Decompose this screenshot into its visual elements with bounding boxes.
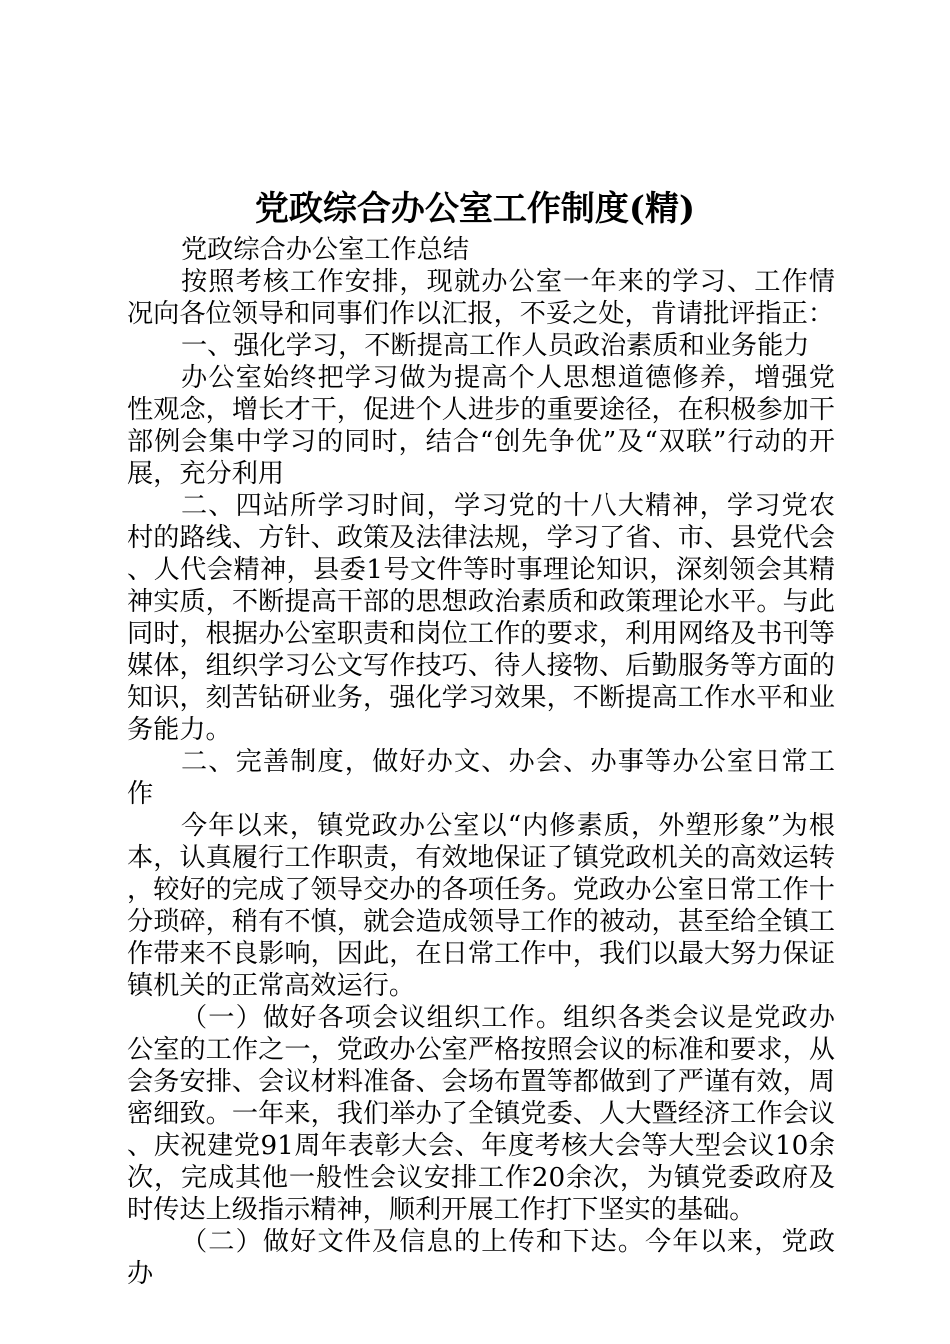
section-heading-system: 二、完善制度，做好办文、办会、办事等办公室日常工作 bbox=[127, 747, 835, 809]
document-title: 党政综合办公室工作制度(精) bbox=[254, 189, 696, 229]
paragraph-study-approach: 办公室始终把学习做为提高个人思想道德修养，增强党性观念，增长才干，促进个人进步的重要途径，在积极参加干部例会集中学习的同时，结合“创先争优”及“双联”行动的开展，充分利用 bbox=[127, 363, 835, 489]
document-body bbox=[127, 234, 835, 1290]
paragraph-documents: （二）做好文件及信息的上传和下达。今年以来，党政办 bbox=[127, 1227, 835, 1289]
paragraph-meetings: （一）做好各项会议组织工作。组织各类会议是党政办公室的工作之一，党政办公室严格按照会议的标准和要求，从会务安排、会议材料准备、会场布置等都做到了严谨有效，周密细致。一年来，我们举办了全镇党委、人大暨经济工作会议、庆祝建党91周年表彰大会、年度考核大会等大型会议10余次，完成其他一般性会议安排工作20余次，为镇党委政府及时传达上级指示精神，顺利开展工作打下坚实的基础。 bbox=[127, 1003, 835, 1225]
paragraph-summary-heading: 党政综合办公室工作总结 bbox=[181, 235, 470, 265]
section-heading-study: 一、强化学习，不断提高工作人员政治素质和业务能力 bbox=[181, 331, 810, 361]
paragraph-study-content: 二、四站所学习时间，学习党的十八大精神，学习党农村的路线、方针、政策及法律法规，学习了省、市、县党代会、人代会精神，县委1号文件等时事理论知识，深刻领会其精神实质，不断提高干部的思想政治素质和政策理论水平。与此同时，根据办公室职责和岗位工作的要求，利用网络及书刊等媒体，组织学习公文写作技巧、待人接物、后勤服务等方面的知识，刻苦钻研业务，强化学习效果，不断提高工作水平和业务能力。 bbox=[127, 491, 835, 745]
paragraph-intro: 按照考核工作安排，现就办公室一年来的学习、工作情况向各位领导和同事们作以汇报，不妥之处，肯请批评指正： bbox=[127, 267, 835, 329]
paragraph-daily-work: 今年以来，镇党政办公室以“内修素质，外塑形象”为根本，认真履行工作职责，有效地保证了镇党政机关的高效运转，较好的完成了领导交办的各项任务。党政办公室日常工作十分琐碎，稍有不慎，就会造成领导工作的被动，甚至给全镇工作带来不良影响，因此，在日常工作中，我们以最大努力保证镇机关的正常高效运行。 bbox=[127, 811, 835, 1001]
